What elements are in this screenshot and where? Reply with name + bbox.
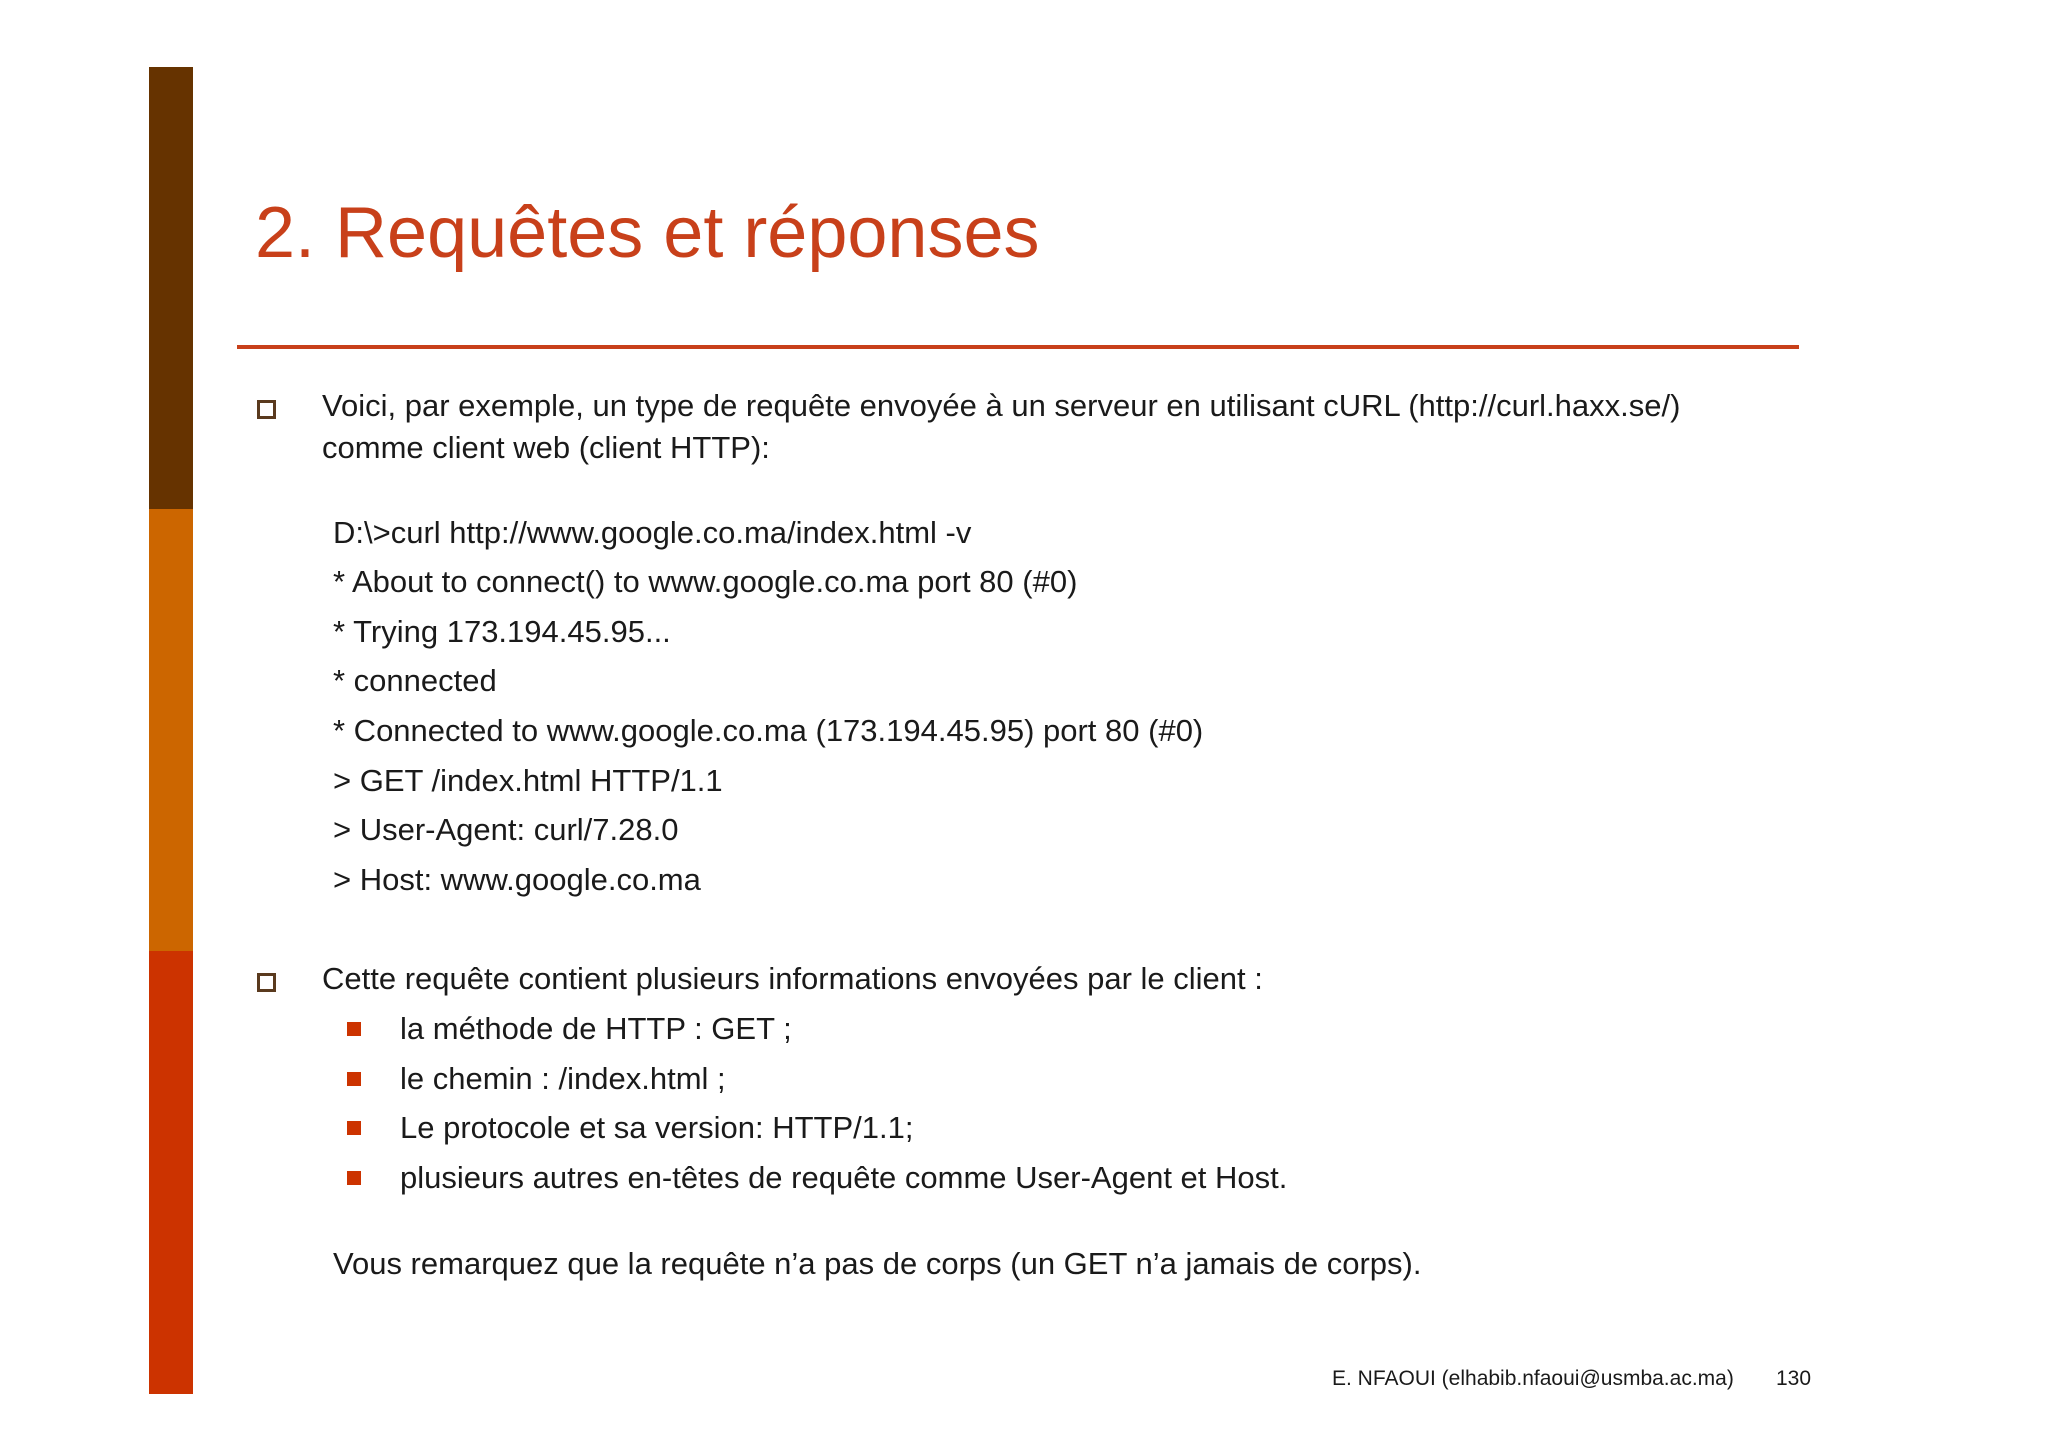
code-line: > User-Agent: curl/7.28.0 <box>333 812 679 847</box>
hollow-square-bullet-icon <box>257 973 276 992</box>
slide-title: 2. Requêtes et réponses <box>255 193 1040 273</box>
slide-sidebar <box>149 67 193 1394</box>
remark-text: Vous remarquez que la requête n’a pas de corps (un GET n’a jamais de corps). <box>333 1246 1422 1281</box>
code-line: * About to connect() to www.google.co.ma port 80 (#0) <box>333 564 1078 599</box>
bullet2-text: Cette requête contient plusieurs informations envoyées par le client : <box>322 961 1263 996</box>
sidebar-segment-bottom <box>149 951 193 1394</box>
code-line: > GET /index.html HTTP/1.1 <box>333 763 723 798</box>
list-item: plusieurs autres en-têtes de requête comme User-Agent et Host. <box>400 1160 1288 1195</box>
bullet1-line1: Voici, par exemple, un type de requête envoyée à un serveur en utilisant cURL (http://curl.haxx.se/) <box>322 388 1681 423</box>
filled-square-bullet-icon <box>347 1171 361 1185</box>
sidebar-segment-top <box>149 67 193 509</box>
code-line: * Trying 173.194.45.95... <box>333 614 671 649</box>
bullet1-line2: comme client web (client HTTP): <box>322 430 770 465</box>
code-line: > Host: www.google.co.ma <box>333 862 701 897</box>
filled-square-bullet-icon <box>347 1121 361 1135</box>
page-number: 130 <box>1776 1367 1812 1390</box>
code-line: * connected <box>333 663 497 698</box>
list-item: la méthode de HTTP : GET ; <box>400 1011 792 1046</box>
hollow-square-bullet-icon <box>257 400 276 419</box>
code-line: D:\>curl http://www.google.co.ma/index.html -v <box>333 515 972 550</box>
footer-author: E. NFAOUI (elhabib.nfaoui@usmba.ac.ma) <box>1332 1367 1734 1390</box>
list-item: le chemin : /index.html ; <box>400 1061 726 1096</box>
filled-square-bullet-icon <box>347 1072 361 1086</box>
list-item: Le protocole et sa version: HTTP/1.1; <box>400 1110 914 1145</box>
code-line: * Connected to www.google.co.ma (173.194.45.95) port 80 (#0) <box>333 713 1204 748</box>
title-divider <box>237 345 1799 349</box>
filled-square-bullet-icon <box>347 1022 361 1036</box>
sidebar-segment-middle <box>149 509 193 951</box>
